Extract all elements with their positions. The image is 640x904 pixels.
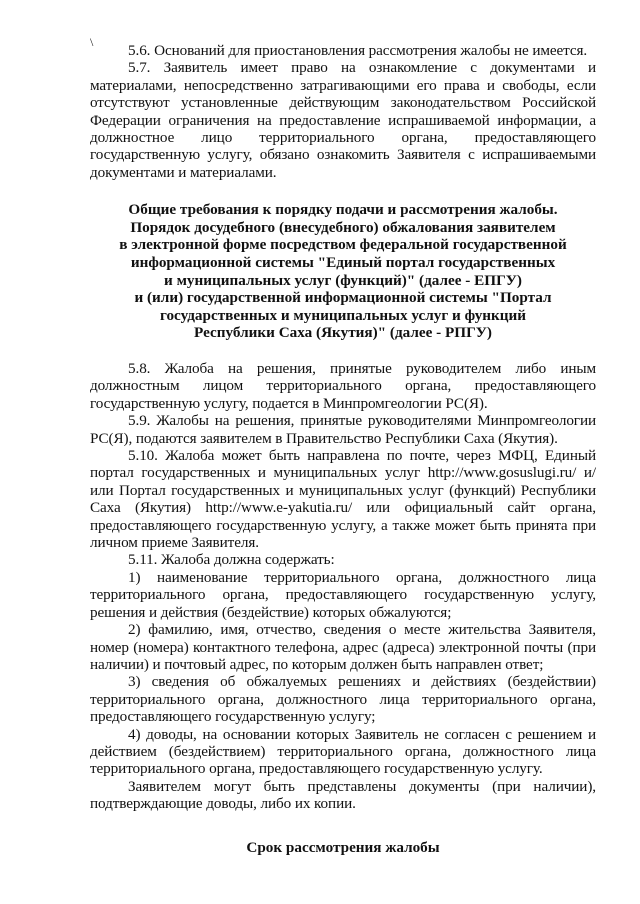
heading-line: Общие требования к порядку подачи и рассмотрения жалобы. bbox=[128, 201, 558, 219]
paragraph-5-9: 5.9. Жалобы на решения, принятые руководителями Минпромгеологии РС(Я), подаются заявителем в Правительство Республики Саха (Якутия). bbox=[90, 412, 596, 447]
paragraph-5-8: 5.8. Жалоба на решения, принятые руководителем либо иным должностным лицом территориального органа, предоставляющего государственную услугу, подается в Минпромгеологии РС(Я). bbox=[90, 360, 596, 412]
heading-line: Порядок досудебного (внесудебного) обжалования заявителем bbox=[130, 218, 556, 236]
section-heading-term: Срок рассмотрения жалобы bbox=[246, 838, 440, 856]
list-item-3: 3) сведения об обжалуемых решениях и действиях (бездействии) территориального органа, должностного лица территориального органа, предоставляющего государственную услугу; bbox=[90, 673, 596, 726]
paragraph-5-11: 5.11. Жалоба должна содержать: bbox=[128, 551, 335, 569]
heading-line: Республики Саха (Якутия)" (далее - РПГУ) bbox=[194, 324, 492, 342]
paragraph-5-6: 5.6. Оснований для приостановления рассмотрения жалобы не имеется. bbox=[128, 42, 588, 59]
heading-line: и муниципальных услуг (функций)" (далее - ЕПГУ) bbox=[164, 271, 522, 289]
document-page bbox=[90, 34, 596, 857]
page-marker: \ bbox=[90, 35, 94, 49]
heading-line: в электронной форме посредством федеральной государственной bbox=[119, 236, 567, 254]
heading-line: государственных и муниципальных услуг и функций bbox=[159, 306, 527, 324]
list-item-4: 4) доводы, на основании которых Заявитель не согласен с решением и действием (бездействием) территориального органа, должностного лица территориального органа, предоставляющего государственную услугу. bbox=[90, 725, 596, 778]
paragraph-5-10: 5.10. Жалоба может быть направлена по почте, через МФЦ, Единый портал государственных и муниципальных услуг http://www.gosuslugi.ru/ и/или Портал государственных и муниципальных услуг (функций) Республики Саха (Якутия) http://www.e-yakutia.ru/ или официальный сайт органа, предоставляющего государственную услугу, а также может быть принята при личном приеме Заявителя. bbox=[90, 447, 596, 552]
list-item-2: 2) фамилию, имя, отчество, сведения о месте жительства Заявителя, номер (номера) контактного телефона, адрес (адреса) электронной почты (при наличии) и почтовый адрес, по которым должен быть направлен ответ; bbox=[90, 621, 596, 673]
heading-line: информационной системы "Единый портал государственных bbox=[130, 254, 556, 272]
paragraph-documents: Заявителем могут быть представлены документы (при наличии), подтверждающие доводы, либо их копии. bbox=[90, 777, 596, 813]
heading-line: и (или) государственной информационной системы "Портал bbox=[134, 289, 552, 307]
paragraph-5-7: 5.7. Заявитель имеет право на ознакомление с документами и материалами, непосредственно затрагивающими его права и свободы, если отсутствуют установленные действующим законодательством Российской Федерации ограничения на предоставление испрашиваемой информации, а должностное лицо территориального органа, предоставляющего государственную услугу, обязано ознакомить Заявителя с испрашиваемыми документами и материалами. bbox=[90, 59, 596, 181]
section-heading bbox=[90, 201, 596, 342]
list-item-1: 1) наименование территориального органа, должностного лица территориального органа, предоставляющего государственную услугу, решения и действия (бездействие) которых обжалуются; bbox=[90, 568, 596, 621]
